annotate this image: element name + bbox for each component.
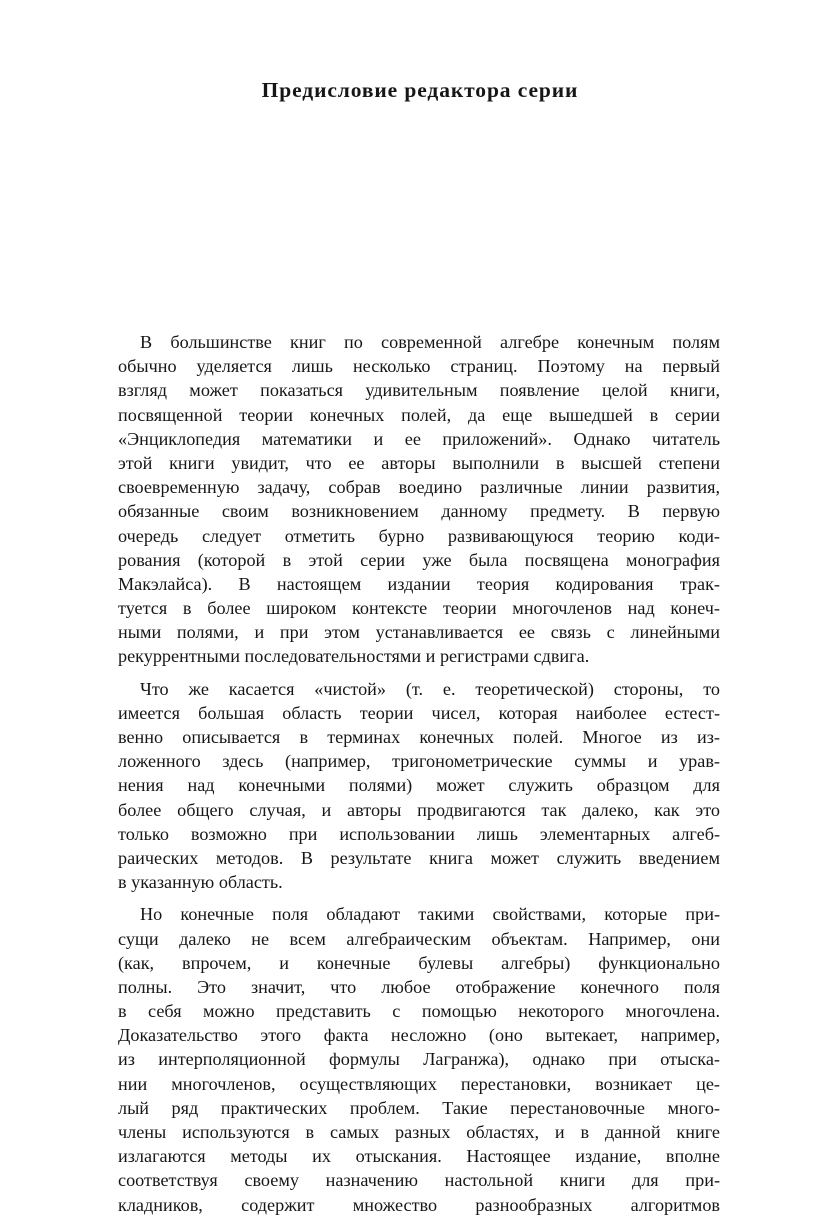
- text-line: сущи далеко не всем алгебраическим объектам. Например, они: [118, 928, 720, 949]
- text-line: из интерполяционной формулы Лагранжа), однако при отыска-: [118, 1049, 720, 1070]
- text-line: посвященной теории конечных полей, да еще вышедшей в серии: [118, 404, 720, 425]
- text-line: ными полями, и при этом устанавливается ее связь с линейными: [118, 622, 720, 643]
- text-line: очередь следует отметить бурно развивающуюся теорию коди-: [118, 525, 720, 546]
- text-line: венно описывается в терминах конечных полей. Многое из из-: [118, 727, 720, 747]
- text-line: более общего случая, и авторы продвигаются так далеко, как это: [118, 799, 720, 820]
- text-line: члены используются в самых разных областях, и в данной книге: [118, 1122, 720, 1142]
- text-line: в себя можно представить с помощью некоторого многочлена.: [118, 1001, 720, 1022]
- text-line: в указанную область.: [118, 872, 283, 893]
- text-line: своевременную задачу, собрав воедино различные линии развития,: [118, 477, 720, 498]
- text-line: Но конечные поля обладают такими свойствами, которые при-: [140, 904, 720, 925]
- text-line: Макэлайса). В настоящем издании теория кодирования трак-: [118, 573, 720, 594]
- text-line: ложенного здесь (например, тригонометрические суммы и урав-: [118, 751, 720, 772]
- paragraph-2: [118, 677, 720, 895]
- text-line: обычно уделяется лишь несколько страниц. Поэтому на первый: [118, 356, 720, 377]
- paragraph-1: [118, 330, 720, 669]
- text-line: раических методов. В результате книга может служить введением: [118, 847, 720, 868]
- text-line: рекуррентными последовательностями и регистрами сдвига.: [118, 646, 590, 667]
- text-line: рования (которой в этой серии уже была посвящена монография: [118, 549, 720, 570]
- text-line: только возможно при использовании лишь элементарных алгеб-: [118, 823, 720, 844]
- text-line: нения над конечными полями) может служить образцом для: [118, 775, 720, 796]
- text-line: В большинстве книг по современной алгебре конечным полям: [140, 332, 720, 352]
- text-line: лый ряд практических проблем. Такие перестановочные много-: [118, 1097, 720, 1118]
- text-line: излагаются методы их отыскания. Настоящее издание, вполне: [118, 1146, 720, 1167]
- paragraph-3: [118, 902, 720, 1216]
- text-line: Доказательство этого факта несложно (оно вытекает, например,: [118, 1025, 720, 1046]
- text-line: «Энциклопедия математики и ее приложений». Однако читатель: [118, 428, 720, 449]
- page-title: Предисловие редактора серии: [261, 78, 579, 102]
- text-line: Что же касается «чистой» (т. е. теоретической) стороны, то: [140, 678, 720, 699]
- text-line: (как, впрочем, и конечные булевы алгебры) функционально: [118, 952, 720, 973]
- text-line: этой книги увидит, что ее авторы выполнили в высшей степени: [118, 452, 720, 473]
- text-line: взгляд может показаться удивительным появление целой книги,: [118, 380, 720, 401]
- text-line: кладников, содержит множество разнообразных алгоритмов: [118, 1194, 720, 1215]
- text-line: полны. Это значит, что любое отображение конечного поля: [118, 976, 720, 997]
- text-line: нии многочленов, осуществляющих перестановки, возникает це-: [118, 1073, 720, 1094]
- text-line: соответствуя своему назначению настольной книги для при-: [118, 1170, 720, 1191]
- text-line: туется в более широком контексте теории многочленов над конеч-: [118, 598, 720, 619]
- text-line: обязанные своим возникновением данному предмету. В первую: [118, 501, 720, 522]
- body-text: [118, 330, 720, 1225]
- text-line: имеется большая область теории чисел, которая наиболее естест-: [118, 702, 720, 723]
